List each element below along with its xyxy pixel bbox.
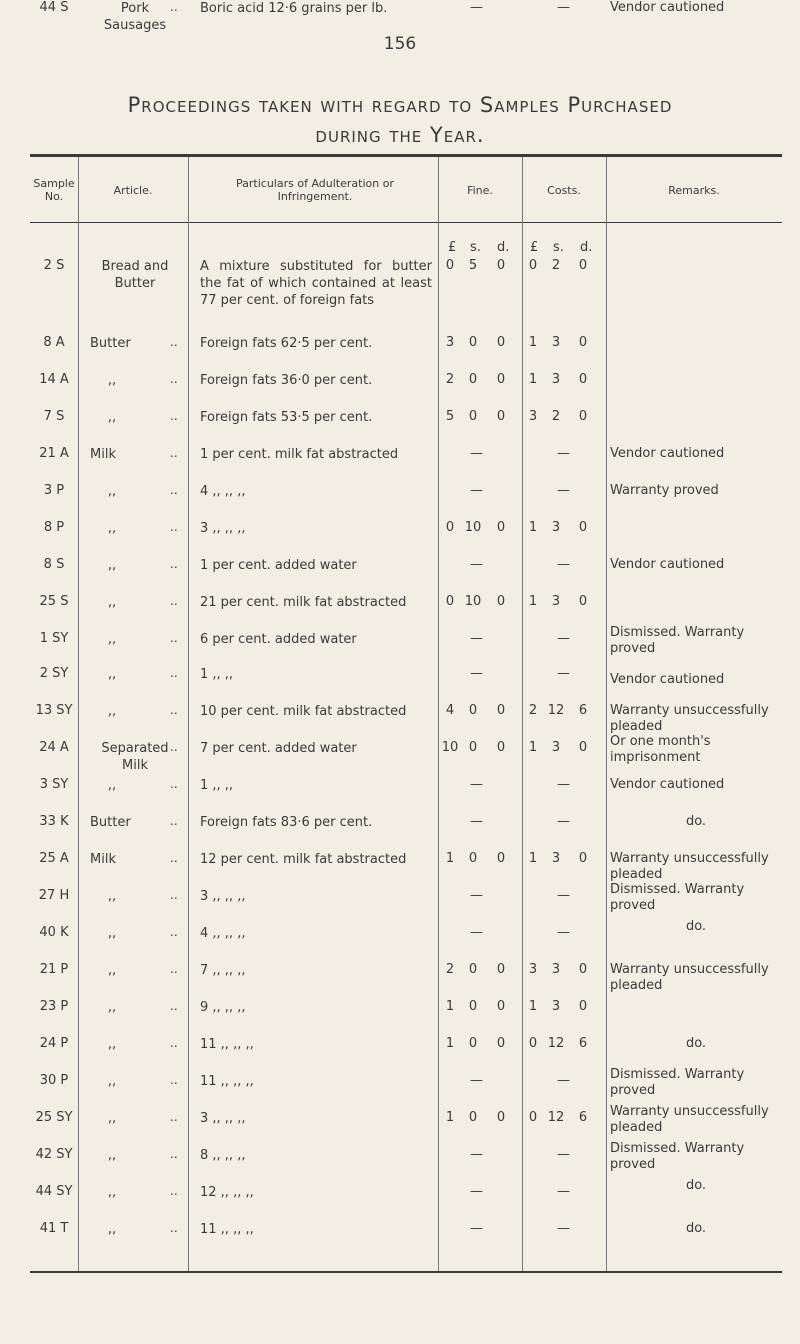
costs-dash: — xyxy=(557,666,570,681)
leader-dots: .. xyxy=(170,0,178,14)
fine-value: 0 xyxy=(468,962,478,977)
costs-value: 3 xyxy=(528,962,538,977)
fine-dash: — xyxy=(470,483,483,498)
remarks-text: Vendor cautioned xyxy=(610,557,725,572)
sample-number: 30 P xyxy=(39,1073,69,1088)
costs-dash: — xyxy=(557,925,570,940)
fine-value: 0 xyxy=(496,409,506,424)
leader-dots: .. xyxy=(170,999,178,1013)
costs-value: 0 xyxy=(578,258,588,273)
costs-value: 12 xyxy=(547,1036,565,1051)
fine-value: 0 xyxy=(445,258,455,273)
costs-value: 0 xyxy=(528,1110,538,1125)
leader-dots: .. xyxy=(170,1184,178,1198)
fine-value: 0 xyxy=(468,1110,478,1125)
fine-value: 0 xyxy=(468,703,478,718)
article-name: ,, xyxy=(107,1074,117,1089)
fine-value: 5 xyxy=(468,258,478,273)
fine-pence-unit: d. xyxy=(497,240,510,255)
leader-dots: .. xyxy=(170,335,178,349)
fine-value: 0 xyxy=(468,335,478,350)
costs-dash: — xyxy=(557,483,570,498)
leader-dots: .. xyxy=(170,409,178,423)
fine-value: 10 xyxy=(441,740,459,755)
costs-value: 3 xyxy=(528,409,538,424)
article-name: ,, xyxy=(107,1037,117,1052)
fine-dash: — xyxy=(470,777,483,792)
leader-dots: .. xyxy=(170,446,178,460)
remarks-text: Vendor cautioned xyxy=(610,446,725,461)
fine-value: 1 xyxy=(445,999,455,1014)
leader-dots: .. xyxy=(170,631,178,645)
leader-dots: .. xyxy=(170,557,178,571)
fine-dash: — xyxy=(470,925,483,940)
costs-dash: — xyxy=(557,777,570,792)
particulars-text: 6 per cent. added water xyxy=(200,632,357,647)
sample-number: 21 A xyxy=(39,446,69,461)
article-name: Butter xyxy=(90,815,131,830)
article-name: ,, xyxy=(107,778,117,793)
page-number: 156 xyxy=(383,34,417,54)
fine-dash: — xyxy=(470,814,483,829)
article-name: Milk xyxy=(90,852,116,867)
particulars-text: 10 per cent. milk fat abstracted xyxy=(200,704,407,719)
leader-dots: .. xyxy=(170,594,178,608)
particulars-text: 3 ,, ,, ,, xyxy=(200,521,246,536)
particulars-text: 11 ,, ,, ,, xyxy=(200,1037,254,1052)
particulars-text: 7 ,, ,, ,, xyxy=(200,963,246,978)
particulars-text: 4 ,, ,, ,, xyxy=(200,484,246,499)
sample-number: 3 SY xyxy=(39,777,69,792)
header-costs: Costs. xyxy=(547,183,581,197)
article-name: ,, xyxy=(107,632,117,647)
particulars-text: Foreign fats 53·5 per cent. xyxy=(200,410,373,425)
costs-value: 0 xyxy=(528,1036,538,1051)
costs-value: 1 xyxy=(528,335,538,350)
header-particulars: Particulars of Adulteration or Infringement. xyxy=(236,177,394,203)
fine-value: 0 xyxy=(496,962,506,977)
fine-value: 1 xyxy=(445,851,455,866)
title-line-2: during the Year. xyxy=(315,123,485,147)
costs-value: 0 xyxy=(528,258,538,273)
fine-value: 0 xyxy=(468,372,478,387)
costs-value: 3 xyxy=(551,520,561,535)
sample-number: 8 P xyxy=(43,520,65,535)
costs-value: 3 xyxy=(551,335,561,350)
remarks-text: do. xyxy=(685,1178,707,1193)
fine-dash: — xyxy=(470,1073,483,1088)
costs-value: 12 xyxy=(547,703,565,718)
costs-dash: — xyxy=(557,631,570,646)
column-divider xyxy=(606,157,607,1271)
leader-dots: .. xyxy=(170,1147,178,1161)
costs-value: 1 xyxy=(528,372,538,387)
fine-dash: — xyxy=(470,0,483,15)
particulars-text: Foreign fats 62·5 per cent. xyxy=(200,336,373,351)
leader-dots: .. xyxy=(170,888,178,902)
particulars-text: Boric acid 12·6 grains per lb. xyxy=(200,1,388,16)
sample-number: 2 S xyxy=(43,258,65,273)
costs-value: 2 xyxy=(551,258,561,273)
article-name: ,, xyxy=(107,1111,117,1126)
column-divider xyxy=(78,157,79,1271)
particulars-text: 1 ,, ,, xyxy=(200,667,234,682)
fine-dash: — xyxy=(470,631,483,646)
fine-value: 10 xyxy=(464,520,482,535)
fine-value: 0 xyxy=(496,258,506,273)
remarks-text: Or one month's imprisonment xyxy=(610,734,711,765)
particulars-text: 7 per cent. added water xyxy=(200,741,357,756)
costs-dash: — xyxy=(557,557,570,572)
costs-value: 0 xyxy=(578,851,588,866)
article-name: Milk xyxy=(90,447,116,462)
fine-value: 10 xyxy=(464,594,482,609)
fine-value: 0 xyxy=(468,1036,478,1051)
particulars-text: 11 ,, ,, ,, xyxy=(200,1074,254,1089)
sample-number: 44 SY xyxy=(35,1184,73,1199)
article-name: ,, xyxy=(107,1222,117,1237)
article-name: Pork Sausages xyxy=(103,1,167,33)
sample-number: 1 SY xyxy=(39,631,69,646)
fine-value: 4 xyxy=(445,703,455,718)
particulars-text: 12 per cent. milk fat abstracted xyxy=(200,852,407,867)
fine-value: 0 xyxy=(496,1036,506,1051)
fine-value: 0 xyxy=(496,372,506,387)
title-line-1: Proceedings taken with regard to Samples Purchased xyxy=(127,93,673,117)
remarks-text: Dismissed. Warranty proved xyxy=(610,1141,745,1172)
costs-dash: — xyxy=(557,1221,570,1236)
sample-number: 3 P xyxy=(43,483,65,498)
leader-dots: .. xyxy=(170,1221,178,1235)
article-name: Bread and Butter xyxy=(101,259,169,291)
costs-value: 0 xyxy=(578,409,588,424)
costs-value: 3 xyxy=(551,594,561,609)
remarks-text: Warranty unsuccessfully pleaded xyxy=(610,962,769,993)
fine-dash: — xyxy=(470,557,483,572)
remarks-text: Vendor cautioned xyxy=(610,672,725,687)
article-name: ,, xyxy=(107,889,117,904)
article-name: ,, xyxy=(107,1000,117,1015)
leader-dots: .. xyxy=(170,520,178,534)
fine-value: 0 xyxy=(468,851,478,866)
sample-number: 42 SY xyxy=(35,1147,73,1162)
sample-number: 33 K xyxy=(39,814,69,829)
remarks-text: Warranty unsuccessfully pleaded xyxy=(610,851,769,882)
costs-value: 1 xyxy=(528,851,538,866)
costs-value: 2 xyxy=(551,409,561,424)
costs-value: 3 xyxy=(551,372,561,387)
table-top-rule xyxy=(30,154,782,157)
remarks-text: do. xyxy=(685,1221,707,1236)
fine-value: 2 xyxy=(445,372,455,387)
costs-value: 0 xyxy=(578,520,588,535)
header-article: Article. xyxy=(113,183,153,197)
leader-dots: .. xyxy=(170,483,178,497)
particulars-text: 8 ,, ,, ,, xyxy=(200,1148,246,1163)
fine-dash: — xyxy=(470,1184,483,1199)
article-name: Butter xyxy=(90,336,131,351)
fine-value: 3 xyxy=(445,335,455,350)
fine-value: 0 xyxy=(496,335,506,350)
article-name: ,, xyxy=(107,1148,117,1163)
fine-value: 0 xyxy=(496,740,506,755)
sample-number: 24 P xyxy=(39,1036,69,1051)
article-name: ,, xyxy=(107,595,117,610)
fine-value: 0 xyxy=(496,594,506,609)
costs-value: 1 xyxy=(528,740,538,755)
page-title xyxy=(0,90,800,150)
particulars-text: 12 ,, ,, ,, xyxy=(200,1185,254,1200)
costs-value: 3 xyxy=(551,999,561,1014)
fine-value: 0 xyxy=(445,594,455,609)
particulars-text: A mixture substituted for butter the fat of which contained at least 77 per cent. of foreign fats xyxy=(200,259,432,308)
particulars-text: 9 ,, ,, ,, xyxy=(200,1000,246,1015)
remarks-text: Vendor cautioned xyxy=(610,0,725,15)
leader-dots: .. xyxy=(170,1110,178,1124)
costs-dash: — xyxy=(557,1073,570,1088)
costs-value: 3 xyxy=(551,740,561,755)
article-name: ,, xyxy=(107,667,117,682)
article-name: ,, xyxy=(107,410,117,425)
article-name: ,, xyxy=(107,963,117,978)
sample-number: 25 S xyxy=(39,594,69,609)
sample-number: 23 P xyxy=(39,999,69,1014)
costs-value: 12 xyxy=(547,1110,565,1125)
remarks-text: Warranty proved xyxy=(610,483,719,498)
costs-dash: — xyxy=(557,814,570,829)
sample-number: 8 S xyxy=(43,557,65,572)
sample-number: 41 T xyxy=(39,1221,69,1236)
article-name: Separated Milk xyxy=(101,741,169,773)
fine-dash: — xyxy=(470,888,483,903)
costs-value: 6 xyxy=(578,1110,588,1125)
remarks-text: do. xyxy=(685,919,707,934)
leader-dots: .. xyxy=(170,814,178,828)
remarks-text: do. xyxy=(685,814,707,829)
table-bottom-rule xyxy=(30,1271,782,1273)
remarks-text: Dismissed. Warranty proved xyxy=(610,882,745,913)
leader-dots: .. xyxy=(170,1073,178,1087)
article-name: ,, xyxy=(107,926,117,941)
fine-value: 0 xyxy=(468,409,478,424)
sample-number: 40 K xyxy=(39,925,69,940)
particulars-text: 1 ,, ,, xyxy=(200,778,234,793)
fine-value: 0 xyxy=(496,520,506,535)
fine-value: 1 xyxy=(445,1036,455,1051)
leader-dots: .. xyxy=(170,372,178,386)
costs-dash: — xyxy=(557,888,570,903)
column-divider xyxy=(188,157,189,1271)
particulars-text: 3 ,, ,, ,, xyxy=(200,889,246,904)
fine-value: 0 xyxy=(468,740,478,755)
article-name: ,, xyxy=(107,521,117,536)
particulars-text: 11 ,, ,, ,, xyxy=(200,1222,254,1237)
leader-dots: .. xyxy=(170,666,178,680)
costs-value: 0 xyxy=(578,335,588,350)
leader-dots: .. xyxy=(170,962,178,976)
costs-value: 6 xyxy=(578,1036,588,1051)
leader-dots: .. xyxy=(170,703,178,717)
sample-number: 7 S xyxy=(43,409,65,424)
costs-value: 0 xyxy=(578,999,588,1014)
costs-dash: — xyxy=(557,1147,570,1162)
remarks-text: Dismissed. Warranty proved xyxy=(610,1067,745,1098)
article-name: ,, xyxy=(107,484,117,499)
header-fine: Fine. xyxy=(467,183,493,197)
header-sample: Sample No. xyxy=(33,177,75,203)
article-name: ,, xyxy=(107,373,117,388)
costs-value: 0 xyxy=(578,962,588,977)
remarks-text: do. xyxy=(685,1036,707,1051)
fine-value: 2 xyxy=(445,962,455,977)
costs-value: 0 xyxy=(578,594,588,609)
article-name: ,, xyxy=(107,1185,117,1200)
sample-number: 2 SY xyxy=(39,666,69,681)
sample-number: 8 A xyxy=(43,335,65,350)
sample-number: 44 S xyxy=(39,0,69,15)
costs-value: 1 xyxy=(528,999,538,1014)
leader-dots: .. xyxy=(170,925,178,939)
costs-value: 1 xyxy=(528,520,538,535)
sample-number: 24 A xyxy=(39,740,69,755)
fine-value: 0 xyxy=(445,520,455,535)
costs-value: 0 xyxy=(578,740,588,755)
costs-value: 2 xyxy=(528,703,538,718)
costs-value: 1 xyxy=(528,594,538,609)
sample-number: 25 SY xyxy=(35,1110,73,1125)
particulars-text: Foreign fats 36·0 per cent. xyxy=(200,373,373,388)
leader-dots: .. xyxy=(170,1036,178,1050)
costs-pence-unit: d. xyxy=(580,240,593,255)
costs-dash: — xyxy=(557,0,570,15)
costs-pound-unit: £ xyxy=(530,240,539,255)
particulars-text: 3 ,, ,, ,, xyxy=(200,1111,246,1126)
costs-dash: — xyxy=(557,1184,570,1199)
sample-number: 27 H xyxy=(38,888,70,903)
fine-value: 0 xyxy=(496,851,506,866)
fine-value: 5 xyxy=(445,409,455,424)
fine-dash: — xyxy=(470,1221,483,1236)
sample-number: 21 P xyxy=(39,962,69,977)
costs-dash: — xyxy=(557,446,570,461)
fine-dash: — xyxy=(470,446,483,461)
article-name: ,, xyxy=(107,558,117,573)
costs-value: 6 xyxy=(578,703,588,718)
fine-value: 0 xyxy=(496,1110,506,1125)
costs-value: 3 xyxy=(551,962,561,977)
fine-shilling-unit: s. xyxy=(470,240,481,255)
header-rule xyxy=(30,222,782,223)
fine-value: 0 xyxy=(496,703,506,718)
costs-value: 0 xyxy=(578,372,588,387)
sample-number: 25 A xyxy=(39,851,69,866)
costs-shilling-unit: s. xyxy=(553,240,564,255)
particulars-text: 21 per cent. milk fat abstracted xyxy=(200,595,407,610)
particulars-text: Foreign fats 83·6 per cent. xyxy=(200,815,373,830)
remarks-text: Vendor cautioned xyxy=(610,777,725,792)
fine-dash: — xyxy=(470,666,483,681)
article-name: ,, xyxy=(107,704,117,719)
fine-value: 0 xyxy=(496,999,506,1014)
leader-dots: .. xyxy=(170,851,178,865)
leader-dots: .. xyxy=(170,777,178,791)
sample-number: 13 SY xyxy=(35,703,73,718)
costs-value: 3 xyxy=(551,851,561,866)
fine-pound-unit: £ xyxy=(448,240,457,255)
fine-value: 0 xyxy=(468,999,478,1014)
sample-number: 14 A xyxy=(39,372,69,387)
remarks-text: Dismissed. Warranty proved xyxy=(610,625,745,656)
header-remarks: Remarks. xyxy=(668,183,720,197)
fine-value: 1 xyxy=(445,1110,455,1125)
particulars-text: 1 per cent. milk fat abstracted xyxy=(200,447,399,462)
particulars-text: 1 per cent. added water xyxy=(200,558,357,573)
fine-dash: — xyxy=(470,1147,483,1162)
leader-dots: .. xyxy=(170,740,178,754)
remarks-text: Warranty unsuccessfully pleaded xyxy=(610,1104,769,1135)
remarks-text: Warranty unsuccessfully pleaded xyxy=(610,703,769,734)
particulars-text: 4 ,, ,, ,, xyxy=(200,926,246,941)
